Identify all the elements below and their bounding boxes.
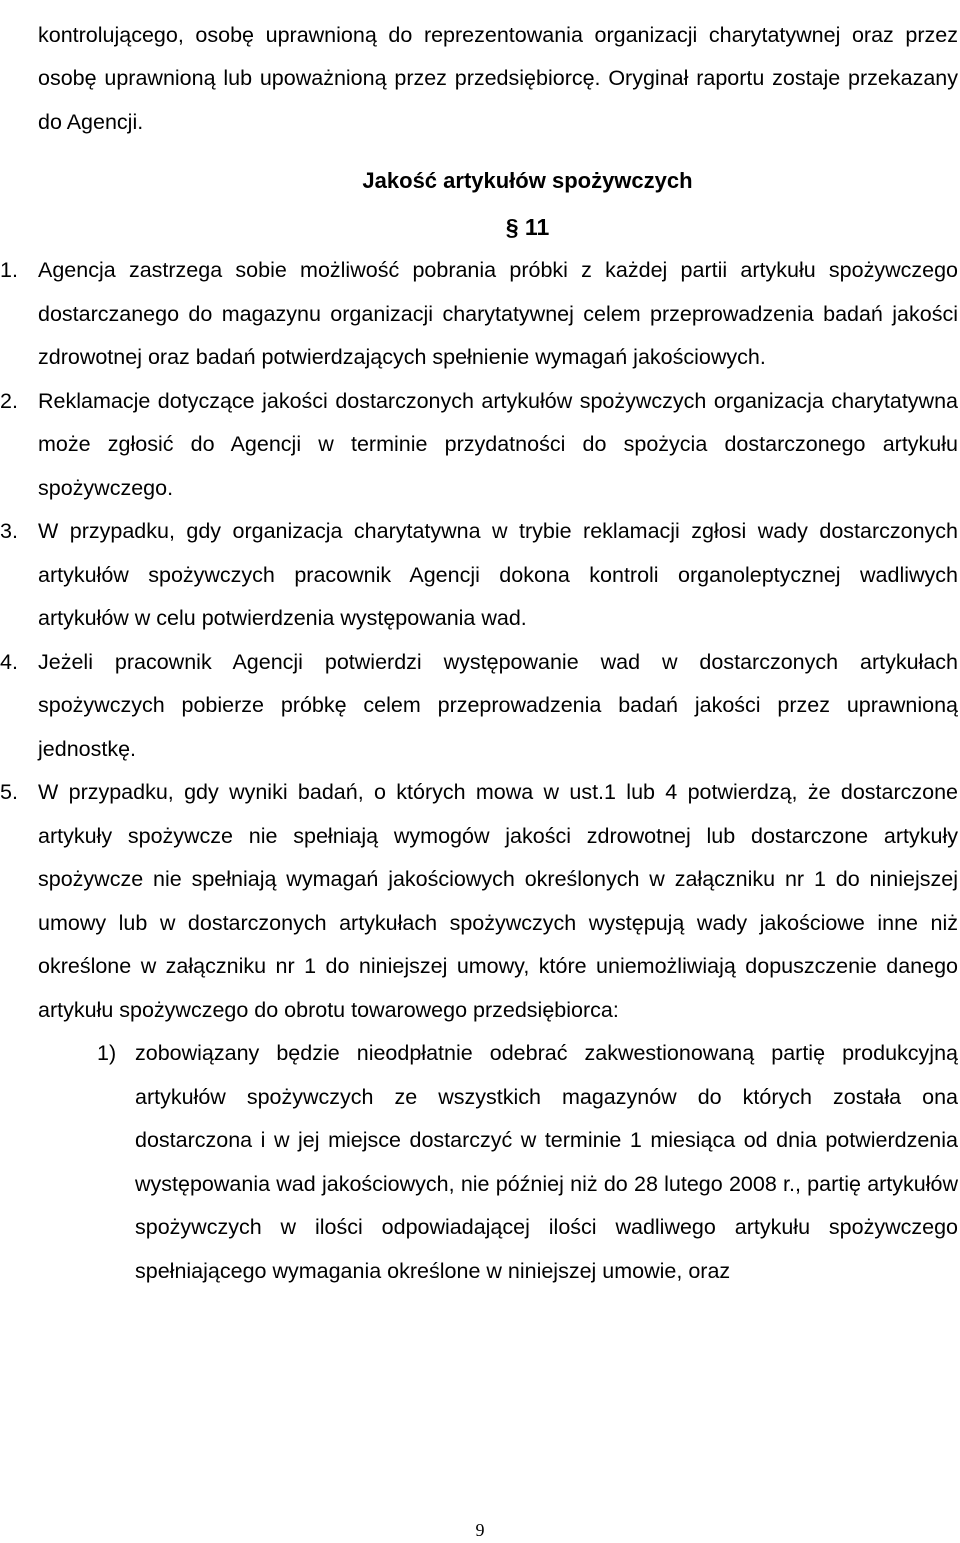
paragraph-4 [0, 641, 958, 772]
paragraph-text: W przypadku, gdy wyniki badań, o których mowa w ust.1 lub 4 potwierdzą, że dostarczone artykuły spożywcze nie spełniają wymogów jakości zdrowotnej lub dostarczone artykuły spożywcze nie spełniają wymagań jakościowych określonych w załączniku nr 1 do niniejszej umowy lub w dostarczonych artykułach spożywczych występują wady jakościowe inne niż określone w załączniku nr 1 do niniejszej umowy, które uniemożliwiają dopuszczenie danego artykułu spożywczego do obrotu towarowego przedsiębiorca: [38, 780, 958, 1022]
paragraph-text: W przypadku, gdy organizacja charytatywna w trybie reklamacji zgłosi wady dostarczonych artykułów spożywczych pracownik Agencji dokona kontroli organoleptycznej wadliwych artykułów w celu potwierdzenia występowania wad. [38, 519, 958, 630]
page-number: 9 [475, 1520, 485, 1540]
paragraph-text: Reklamacje dotyczące jakości dostarczonych artykułów spożywczych organizacja charytatywna może zgłosić do Agencji w terminie przydatności do spożycia dostarczonego artykułu spożywczego. [38, 388, 958, 500]
paragraph-3 [0, 510, 958, 641]
paragraph-number: 5. [0, 780, 18, 804]
intro-paragraph: kontrolującego, osobę uprawnioną do reprezentowania organizacji charytatywnej oraz przez osobę uprawnioną lub upoważnioną przez przedsiębiorcę. Oryginał raportu zostaje przekazany do Agencji. [38, 22, 958, 134]
paragraph-number: 3. [0, 519, 18, 543]
paragraph-number: 4. [0, 649, 18, 674]
paragraph-number: 2. [0, 388, 18, 413]
subitem-1 [0, 1032, 958, 1293]
section-title: Jakość artykułów spożywczych [362, 168, 693, 193]
paragraph-text: Agencja zastrzega sobie możliwość pobrania próbki z każdej partii artykułu spożywczego dostarczanego do magazynu organizacji charytatywnej celem przeprowadzenia badań jakości zdrowotnej oraz badań potwierdzających spełnienie wymagań jakościowych. [38, 258, 958, 369]
paragraph-1 [0, 249, 958, 380]
section-number: § 11 [505, 214, 550, 240]
subitem-text: zobowiązany będzie nieodpłatnie odebrać zakwestionowaną partię produkcyjną artykułów spożywczych ze wszystkich magazynów do których została ona dostarczona i w jej miejsce dostarczyć w terminie 1 miesiąca od dnia potwierdzenia występowania wad jakościowych, nie później niż do 28 lutego 2008 r., partię artykułów spożywczych w ilości odpowiadającej ilości wadliwego artykułu spożywczego spełniającego wymagania określone w niniejszej umowie, oraz [135, 1041, 958, 1283]
paragraph-number: 1. [0, 258, 18, 282]
paragraph-2 [0, 380, 958, 511]
paragraph-text: Jeżeli pracownik Agencji potwierdzi występowanie wad w dostarczonych artykułach spożywczych pobierze próbkę celem przeprowadzenia badań jakości przez uprawnioną jednostkę. [38, 649, 958, 761]
subitem-number: 1) [97, 1041, 117, 1065]
section-body [0, 249, 958, 1293]
paragraph-5 [0, 771, 958, 1032]
